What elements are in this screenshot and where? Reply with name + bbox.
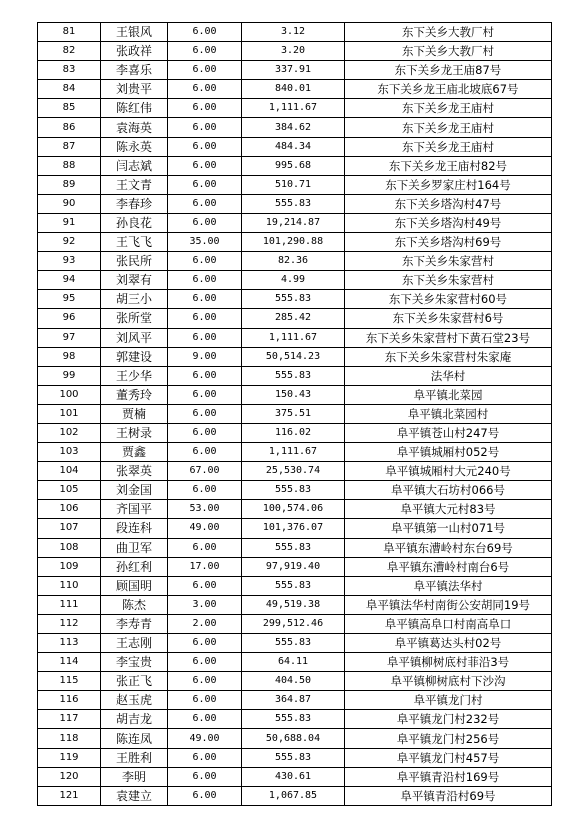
area-cell: 6.00 bbox=[168, 271, 242, 290]
amount-cell: 555.83 bbox=[242, 538, 345, 557]
table-row bbox=[38, 519, 552, 538]
address-cell: 阜平镇葛达头村02号 bbox=[345, 634, 552, 653]
address-cell: 阜平镇青沿村169号 bbox=[345, 767, 552, 786]
amount-cell: 3.12 bbox=[242, 23, 345, 42]
address-cell: 阜平镇龙门村457号 bbox=[345, 748, 552, 767]
row-number-cell: 92 bbox=[38, 233, 101, 252]
row-number-cell: 109 bbox=[38, 557, 101, 576]
address-cell: 东下关乡朱家营村 bbox=[345, 271, 552, 290]
name-cell: 王志刚 bbox=[101, 634, 168, 653]
name-cell: 孙红利 bbox=[101, 557, 168, 576]
name-cell: 李宝贵 bbox=[101, 653, 168, 672]
row-number-cell: 117 bbox=[38, 710, 101, 729]
address-cell: 东下关乡塔沟村69号 bbox=[345, 233, 552, 252]
area-cell: 53.00 bbox=[168, 500, 242, 519]
amount-cell: 430.61 bbox=[242, 767, 345, 786]
amount-cell: 97,919.40 bbox=[242, 557, 345, 576]
area-cell: 35.00 bbox=[168, 233, 242, 252]
name-cell: 李喜乐 bbox=[101, 61, 168, 80]
amount-cell: 100,574.06 bbox=[242, 500, 345, 519]
address-cell: 阜平镇龙门村256号 bbox=[345, 729, 552, 748]
name-cell: 陈杰 bbox=[101, 595, 168, 614]
amount-cell: 555.83 bbox=[242, 194, 345, 213]
address-cell: 阜平镇大元村83号 bbox=[345, 500, 552, 519]
name-cell: 张政祥 bbox=[101, 42, 168, 61]
name-cell: 王少华 bbox=[101, 366, 168, 385]
amount-cell: 375.51 bbox=[242, 404, 345, 423]
row-number-cell: 120 bbox=[38, 767, 101, 786]
table-row bbox=[38, 61, 552, 80]
area-cell: 6.00 bbox=[168, 156, 242, 175]
row-number-cell: 85 bbox=[38, 99, 101, 118]
row-number-cell: 106 bbox=[38, 500, 101, 519]
name-cell: 张民所 bbox=[101, 252, 168, 271]
address-cell: 东下关乡塔沟村49号 bbox=[345, 213, 552, 232]
address-cell: 阜平镇东漕岭村东台69号 bbox=[345, 538, 552, 557]
table-row bbox=[38, 423, 552, 442]
name-cell: 王树录 bbox=[101, 423, 168, 442]
table-row bbox=[38, 614, 552, 633]
amount-cell: 555.83 bbox=[242, 366, 345, 385]
address-cell: 阜平镇高阜口村南高阜口 bbox=[345, 614, 552, 633]
name-cell: 刘金国 bbox=[101, 481, 168, 500]
area-cell: 6.00 bbox=[168, 385, 242, 404]
table-row bbox=[38, 786, 552, 805]
name-cell: 贾楠 bbox=[101, 404, 168, 423]
amount-cell: 555.83 bbox=[242, 481, 345, 500]
amount-cell: 64.11 bbox=[242, 653, 345, 672]
row-number-cell: 101 bbox=[38, 404, 101, 423]
name-cell: 陈红伟 bbox=[101, 99, 168, 118]
table-row bbox=[38, 23, 552, 42]
name-cell: 王胜利 bbox=[101, 748, 168, 767]
row-number-cell: 91 bbox=[38, 213, 101, 232]
table-row bbox=[38, 385, 552, 404]
address-cell: 东下关乡龙王庙村 bbox=[345, 118, 552, 137]
amount-cell: 510.71 bbox=[242, 175, 345, 194]
amount-cell: 4.99 bbox=[242, 271, 345, 290]
table-row bbox=[38, 595, 552, 614]
area-cell: 6.00 bbox=[168, 213, 242, 232]
table-row bbox=[38, 443, 552, 462]
table-row bbox=[38, 634, 552, 653]
address-cell: 阜平镇北菜园村 bbox=[345, 404, 552, 423]
amount-cell: 384.62 bbox=[242, 118, 345, 137]
area-cell: 67.00 bbox=[168, 462, 242, 481]
row-number-cell: 86 bbox=[38, 118, 101, 137]
row-number-cell: 107 bbox=[38, 519, 101, 538]
amount-cell: 555.83 bbox=[242, 290, 345, 309]
table-row bbox=[38, 672, 552, 691]
area-cell: 6.00 bbox=[168, 443, 242, 462]
address-cell: 阜平镇城厢村大元240号 bbox=[345, 462, 552, 481]
area-cell: 6.00 bbox=[168, 538, 242, 557]
address-cell: 东下关乡龙王庙村 bbox=[345, 99, 552, 118]
address-cell: 东下关乡龙王庙村82号 bbox=[345, 156, 552, 175]
row-number-cell: 98 bbox=[38, 347, 101, 366]
name-cell: 赵玉虎 bbox=[101, 691, 168, 710]
address-cell: 东下关乡朱家营村6号 bbox=[345, 309, 552, 328]
table-row bbox=[38, 710, 552, 729]
name-cell: 董秀玲 bbox=[101, 385, 168, 404]
row-number-cell: 89 bbox=[38, 175, 101, 194]
row-number-cell: 93 bbox=[38, 252, 101, 271]
amount-cell: 337.91 bbox=[242, 61, 345, 80]
amount-cell: 50,688.04 bbox=[242, 729, 345, 748]
table-row bbox=[38, 99, 552, 118]
row-number-cell: 119 bbox=[38, 748, 101, 767]
table-row bbox=[38, 729, 552, 748]
row-number-cell: 114 bbox=[38, 653, 101, 672]
name-cell: 袁海英 bbox=[101, 118, 168, 137]
area-cell: 6.00 bbox=[168, 194, 242, 213]
row-number-cell: 110 bbox=[38, 576, 101, 595]
name-cell: 胡三小 bbox=[101, 290, 168, 309]
name-cell: 胡吉龙 bbox=[101, 710, 168, 729]
row-number-cell: 88 bbox=[38, 156, 101, 175]
name-cell: 王银风 bbox=[101, 23, 168, 42]
row-number-cell: 97 bbox=[38, 328, 101, 347]
area-cell: 6.00 bbox=[168, 42, 242, 61]
name-cell: 闫志斌 bbox=[101, 156, 168, 175]
table-row bbox=[38, 252, 552, 271]
row-number-cell: 96 bbox=[38, 309, 101, 328]
table-row bbox=[38, 213, 552, 232]
table-row bbox=[38, 118, 552, 137]
amount-cell: 3.20 bbox=[242, 42, 345, 61]
name-cell: 李寿青 bbox=[101, 614, 168, 633]
row-number-cell: 115 bbox=[38, 672, 101, 691]
area-cell: 17.00 bbox=[168, 557, 242, 576]
name-cell: 齐国平 bbox=[101, 500, 168, 519]
name-cell: 刘翠有 bbox=[101, 271, 168, 290]
table-row bbox=[38, 462, 552, 481]
address-cell: 阜平镇法华村 bbox=[345, 576, 552, 595]
name-cell: 张正飞 bbox=[101, 672, 168, 691]
table-row bbox=[38, 748, 552, 767]
row-number-cell: 116 bbox=[38, 691, 101, 710]
row-number-cell: 90 bbox=[38, 194, 101, 213]
amount-cell: 1,111.67 bbox=[242, 443, 345, 462]
name-cell: 王飞飞 bbox=[101, 233, 168, 252]
table-row bbox=[38, 290, 552, 309]
area-cell: 6.00 bbox=[168, 118, 242, 137]
name-cell: 王文青 bbox=[101, 175, 168, 194]
row-number-cell: 82 bbox=[38, 42, 101, 61]
area-cell: 49.00 bbox=[168, 729, 242, 748]
name-cell: 李春珍 bbox=[101, 194, 168, 213]
row-number-cell: 103 bbox=[38, 443, 101, 462]
table-row bbox=[38, 404, 552, 423]
table-row bbox=[38, 194, 552, 213]
amount-cell: 995.68 bbox=[242, 156, 345, 175]
name-cell: 顾国明 bbox=[101, 576, 168, 595]
table-row bbox=[38, 42, 552, 61]
amount-cell: 555.83 bbox=[242, 748, 345, 767]
name-cell: 段连科 bbox=[101, 519, 168, 538]
row-number-cell: 113 bbox=[38, 634, 101, 653]
table-row bbox=[38, 137, 552, 156]
amount-cell: 101,376.07 bbox=[242, 519, 345, 538]
amount-cell: 82.36 bbox=[242, 252, 345, 271]
row-number-cell: 118 bbox=[38, 729, 101, 748]
row-number-cell: 121 bbox=[38, 786, 101, 805]
row-number-cell: 111 bbox=[38, 595, 101, 614]
amount-cell: 1,111.67 bbox=[242, 328, 345, 347]
area-cell: 9.00 bbox=[168, 347, 242, 366]
amount-cell: 285.42 bbox=[242, 309, 345, 328]
table-row bbox=[38, 328, 552, 347]
area-cell: 6.00 bbox=[168, 309, 242, 328]
address-cell: 阜平镇柳树底村下沙沟 bbox=[345, 672, 552, 691]
row-number-cell: 112 bbox=[38, 614, 101, 633]
amount-cell: 1,067.85 bbox=[242, 786, 345, 805]
area-cell: 6.00 bbox=[168, 404, 242, 423]
area-cell: 6.00 bbox=[168, 61, 242, 80]
amount-cell: 555.83 bbox=[242, 634, 345, 653]
address-cell: 阜平镇城厢村052号 bbox=[345, 443, 552, 462]
table-row bbox=[38, 156, 552, 175]
address-cell: 阜平镇龙门村 bbox=[345, 691, 552, 710]
row-number-cell: 95 bbox=[38, 290, 101, 309]
area-cell: 6.00 bbox=[168, 767, 242, 786]
amount-cell: 364.87 bbox=[242, 691, 345, 710]
address-cell: 东下关乡朱家营村下黄石堂23号 bbox=[345, 328, 552, 347]
address-cell: 阜平镇龙门村232号 bbox=[345, 710, 552, 729]
table-row bbox=[38, 347, 552, 366]
area-cell: 3.00 bbox=[168, 595, 242, 614]
area-cell: 6.00 bbox=[168, 252, 242, 271]
name-cell: 孙良花 bbox=[101, 213, 168, 232]
name-cell: 刘风平 bbox=[101, 328, 168, 347]
row-number-cell: 83 bbox=[38, 61, 101, 80]
name-cell: 刘贵平 bbox=[101, 80, 168, 99]
address-cell: 阜平镇东漕岭村南台6号 bbox=[345, 557, 552, 576]
amount-cell: 19,214.87 bbox=[242, 213, 345, 232]
area-cell: 6.00 bbox=[168, 672, 242, 691]
address-cell: 阜平镇法华村南街公安胡同19号 bbox=[345, 595, 552, 614]
area-cell: 6.00 bbox=[168, 481, 242, 500]
area-cell: 6.00 bbox=[168, 653, 242, 672]
area-cell: 6.00 bbox=[168, 634, 242, 653]
records-table bbox=[37, 22, 552, 806]
address-cell: 法华村 bbox=[345, 366, 552, 385]
name-cell: 曲卫军 bbox=[101, 538, 168, 557]
table-row bbox=[38, 557, 552, 576]
area-cell: 6.00 bbox=[168, 786, 242, 805]
address-cell: 东下关乡罗家庄村164号 bbox=[345, 175, 552, 194]
amount-cell: 555.83 bbox=[242, 710, 345, 729]
area-cell: 6.00 bbox=[168, 175, 242, 194]
name-cell: 贾鑫 bbox=[101, 443, 168, 462]
area-cell: 6.00 bbox=[168, 691, 242, 710]
amount-cell: 840.01 bbox=[242, 80, 345, 99]
amount-cell: 101,290.88 bbox=[242, 233, 345, 252]
area-cell: 6.00 bbox=[168, 290, 242, 309]
amount-cell: 49,519.38 bbox=[242, 595, 345, 614]
table-row bbox=[38, 175, 552, 194]
name-cell: 袁建立 bbox=[101, 786, 168, 805]
address-cell: 阜平镇青沿村69号 bbox=[345, 786, 552, 805]
amount-cell: 25,530.74 bbox=[242, 462, 345, 481]
address-cell: 东下关乡朱家营村 bbox=[345, 252, 552, 271]
table-row bbox=[38, 271, 552, 290]
table-row bbox=[38, 481, 552, 500]
row-number-cell: 105 bbox=[38, 481, 101, 500]
table-row bbox=[38, 80, 552, 99]
amount-cell: 484.34 bbox=[242, 137, 345, 156]
name-cell: 陈连凤 bbox=[101, 729, 168, 748]
name-cell: 李明 bbox=[101, 767, 168, 786]
address-cell: 阜平镇北菜园 bbox=[345, 385, 552, 404]
row-number-cell: 94 bbox=[38, 271, 101, 290]
name-cell: 张翠英 bbox=[101, 462, 168, 481]
address-cell: 东下关乡塔沟村47号 bbox=[345, 194, 552, 213]
area-cell: 6.00 bbox=[168, 366, 242, 385]
address-cell: 东下关乡朱家营村60号 bbox=[345, 290, 552, 309]
area-cell: 6.00 bbox=[168, 710, 242, 729]
area-cell: 6.00 bbox=[168, 99, 242, 118]
row-number-cell: 104 bbox=[38, 462, 101, 481]
name-cell: 张所堂 bbox=[101, 309, 168, 328]
area-cell: 6.00 bbox=[168, 328, 242, 347]
area-cell: 6.00 bbox=[168, 23, 242, 42]
address-cell: 阜平镇柳树底村菲沿3号 bbox=[345, 653, 552, 672]
area-cell: 2.00 bbox=[168, 614, 242, 633]
amount-cell: 1,111.67 bbox=[242, 99, 345, 118]
amount-cell: 299,512.46 bbox=[242, 614, 345, 633]
address-cell: 东下关乡朱家营村朱家庵 bbox=[345, 347, 552, 366]
amount-cell: 404.50 bbox=[242, 672, 345, 691]
address-cell: 东下关乡大教厂村 bbox=[345, 23, 552, 42]
amount-cell: 116.02 bbox=[242, 423, 345, 442]
table-row bbox=[38, 576, 552, 595]
area-cell: 6.00 bbox=[168, 137, 242, 156]
row-number-cell: 99 bbox=[38, 366, 101, 385]
area-cell: 49.00 bbox=[168, 519, 242, 538]
address-cell: 阜平镇苍山村247号 bbox=[345, 423, 552, 442]
amount-cell: 50,514.23 bbox=[242, 347, 345, 366]
address-cell: 阜平镇大石坊村066号 bbox=[345, 481, 552, 500]
amount-cell: 555.83 bbox=[242, 576, 345, 595]
table-row bbox=[38, 691, 552, 710]
address-cell: 阜平镇第一山村071号 bbox=[345, 519, 552, 538]
table-row bbox=[38, 538, 552, 557]
row-number-cell: 81 bbox=[38, 23, 101, 42]
table-row bbox=[38, 309, 552, 328]
name-cell: 陈永英 bbox=[101, 137, 168, 156]
area-cell: 6.00 bbox=[168, 748, 242, 767]
amount-cell: 150.43 bbox=[242, 385, 345, 404]
address-cell: 东下关乡龙王庙村 bbox=[345, 137, 552, 156]
table-row bbox=[38, 767, 552, 786]
row-number-cell: 108 bbox=[38, 538, 101, 557]
table-row bbox=[38, 366, 552, 385]
table-row bbox=[38, 233, 552, 252]
row-number-cell: 84 bbox=[38, 80, 101, 99]
row-number-cell: 102 bbox=[38, 423, 101, 442]
name-cell: 郭建设 bbox=[101, 347, 168, 366]
area-cell: 6.00 bbox=[168, 423, 242, 442]
address-cell: 东下关乡大教厂村 bbox=[345, 42, 552, 61]
table-row bbox=[38, 500, 552, 519]
row-number-cell: 87 bbox=[38, 137, 101, 156]
records-table-body bbox=[38, 23, 552, 806]
address-cell: 东下关乡龙王庙87号 bbox=[345, 61, 552, 80]
row-number-cell: 100 bbox=[38, 385, 101, 404]
area-cell: 6.00 bbox=[168, 80, 242, 99]
table-row bbox=[38, 653, 552, 672]
area-cell: 6.00 bbox=[168, 576, 242, 595]
address-cell: 东下关乡龙王庙北坡底67号 bbox=[345, 80, 552, 99]
